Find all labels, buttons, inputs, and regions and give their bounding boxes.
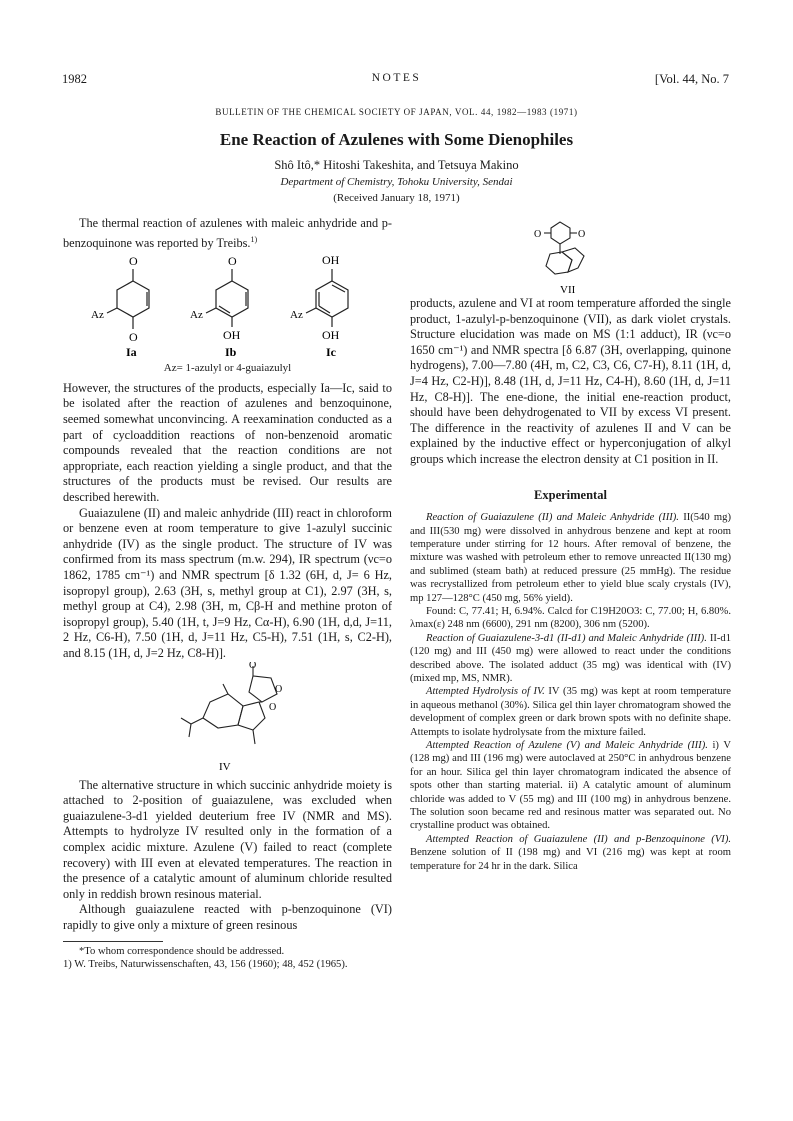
affiliation: Department of Chemistry, Tohoku University, Sendai: [280, 176, 513, 188]
structures-caption: Az= 1-azulyl or 4-guaiazulyl: [163, 362, 292, 375]
structure-ia: [107, 269, 149, 329]
iv-o-side: O: [269, 701, 277, 713]
structure-ic: [306, 269, 348, 327]
ic-az: Az: [290, 309, 303, 322]
footnote-correspondence: *To whom correspondence should be addressed.: [79, 945, 285, 957]
ic-oh-top: OH: [322, 253, 340, 268]
exp-5-title: Attempted Reaction of Guaiazulene (II) and p-Benzoquinone (VI).: [426, 833, 731, 845]
exp-4-title: Attempted Reaction of Azulene (V) and Maleic Anhydride (III).: [426, 740, 708, 752]
label-vii: VII: [560, 284, 576, 296]
vii-o-right: O: [578, 229, 586, 240]
intro-text: The thermal reaction of azulenes with maleic anhydride and p-benzoquinone was reported by Treibs.: [63, 216, 392, 250]
paragraph-alternative: The alternative structure in which succinic anhydride moiety is attached to 2-position of guaiazulene, was excluded when guaiazulene-3-d1 yielded deuterium free IV (NMR and MS). Attempts to hydrolyze IV resulted only in the formation of a complex acidic mixture. Azulene (V) failed to react (complete recovery) with III even at elevated temperatures. The reaction in the presence of a catalytic amount of aluminum chloride resulted only in reddish brown resinous material.: [63, 777, 392, 901]
authors: Shô Itô,* Hitoshi Takeshita, and Tetsuya Makino: [274, 158, 519, 172]
footnote-rule: [63, 941, 163, 942]
label-ic: Ic: [326, 345, 336, 360]
ia-o-top: O: [129, 254, 138, 269]
label-ia: Ia: [126, 345, 137, 360]
paragraph-benzoquinone: Although guaiazulene reacted with p-benzoquinone (VI) rapidly to give only a mixture of green resinous: [63, 902, 392, 932]
structure-ib: [206, 269, 248, 327]
exp-2: [410, 632, 731, 686]
exp-4-body: i) V (128 mg) and III (196 mg) were autoclaved at 250°C in anhydrous benzene for an hour. Silica gel thin layer chromatogram indicated the absence of spots other than starting material. ii) A catalytic amount of aluminum chloride was added to V (55 mg) and III (100 mg) in anhydrous benzene. The solution soon became red and resinous matter was separated out. No crystalline product was obtained.: [410, 740, 731, 832]
section-title: NOTES: [371, 72, 422, 84]
exp-3-body: IV (35 mg) was kept at room temperature in aqueous methanol (30%). Silica gel thin layer chromatogram showed the development of complex green or dark brown spots with no definite shape. Attempts to isolate hydrolysate from the mixture failed.: [410, 686, 731, 738]
label-iv: IV: [219, 760, 231, 773]
ic-oh-bottom: OH: [322, 328, 340, 343]
journal-line: BULLETIN OF THE CHEMICAL SOCIETY OF JAPAN, VOL. 44, 1982—1983 (1971): [215, 107, 578, 117]
footnote-reference: 1) W. Treibs, Naturwissenschaften, 43, 156 (1960); 48, 452 (1965).: [63, 958, 348, 970]
page-number: 1982: [62, 72, 87, 86]
ib-az: Az: [190, 309, 203, 322]
structure-iv-bonds: [181, 666, 277, 744]
volume-label: [Vol. 44, No. 7: [654, 72, 729, 86]
exp-2-title: Reaction of Guaiazulene-3-d1 (II-d1) and Maleic Anhydride (III).: [426, 632, 707, 644]
structure-vii: [410, 216, 731, 296]
ia-o-bottom: O: [129, 330, 138, 345]
received-date: (Received January 18, 1971): [333, 192, 460, 204]
exp-1-found: Found: C, 77.41; H, 6.94%. Calcd for C19H20O3: C, 77.00; H, 6.80%. λmax(ε) 248 nm (6600), 291 nm (8200), 306 nm (5200).: [410, 605, 731, 631]
ib-o-top: O: [228, 254, 237, 269]
iv-o-ring: O: [275, 683, 283, 695]
intro-paragraph: [63, 216, 392, 251]
exp-1: [410, 511, 731, 605]
left-column: [63, 216, 392, 971]
intro-ref: 1): [250, 234, 258, 244]
ia-az: Az: [91, 309, 104, 322]
exp-3-title: Attempted Hydrolysis of IV.: [426, 686, 545, 698]
right-column: [410, 216, 731, 873]
exp-4: [410, 739, 731, 833]
exp-1-title: Reaction of Guaiazulene (II) and Maleic Anhydride (III).: [426, 512, 679, 524]
iv-o-top: O: [249, 661, 257, 671]
experimental-heading: Experimental: [534, 487, 607, 502]
ib-oh-bottom: OH: [223, 328, 241, 343]
exp-2-body: II-d1 (120 mg) and III (450 mg) were allowed to react under the conditions described above. The isolated adduct (35 mg) was identical with (IV) (mixed mp, MS, NMR).: [410, 632, 732, 684]
exp-5: [410, 833, 731, 873]
label-ib: Ib: [225, 345, 237, 360]
structure-iv: [63, 662, 392, 778]
vii-o-left: O: [534, 229, 542, 240]
article-title: Ene Reaction of Azulenes with Some Dienophiles: [219, 130, 574, 149]
structures-ia-ib-ic: [63, 251, 392, 361]
exp-1-body: II(540 mg) and III(530 mg) were dissolved in anhydrous benzene and kept at room temperature under stirring for 12 hours. After removal of benzene, the mixture was washed with petroleum ether to remove unreacted II(130 mg) and sublimed (steam bath) at reduced pressure (25 mmHg). The residue was recrystallized from petroleum ether to yield blue scaly crystals (IV), mp 127—128°C (450 mg, 56% yield).: [410, 512, 731, 604]
exp-5-body: Benzene solution of II (198 mg) and VI (216 mg) was kept at room temperature for 24 hr in the dark. Silica: [410, 847, 731, 872]
exp-3: [410, 685, 731, 739]
paragraph-revision: However, the structures of the products, especially Ia—Ic, said to be isolated after the reaction of azulenes and benzoquinone, seemed somewhat unconvincing. A reexamination conducted as a part of cycloaddition reactions of non-benzenoid aromatic compounds revealed that the reaction conditions are not appropriate, each reaction yielding a single product, and that the structures of the products must be revised. Our results are described herewith.: [63, 380, 392, 505]
paragraph-products: products, azulene and VI at room temperature afforded the single product, 1-azulyl-p-benzoquinone (VII), as dark violet crystals. Structure elucidation was made on MS (1:1 adduct), IR (νc=o 1650 cm⁻¹) and NMR spectra [δ 6.87 (3H, overlapping, quinone hydrogens), 7.00—7.80 (4H, m, C2, C3, C6, C7-H), 8.11 (1H, d, J=4 Hz, C2-H)], 8.48 (1H, d, J=11 Hz, C4-H), 8.60 (1H, d, J=11 Hz, C8-H)]. The ene-dione, the initial ene-reaction product, should have been dehydrogenated to VII by excess VI present. The difference in the reactivity of azulenes II and V can be explained by the inductive effect or hyperconjugation of alkyl groups which increase the electron density at C1 position in II.: [410, 296, 731, 466]
paragraph-guaiazulene: Guaiazulene (II) and maleic anhydride (III) react in chloroform or benzene even at room temperature to give 1-azulyl succinic anhydride (IV) as the single product. The structure of IV was confirmed from its mass spectrum (m.w. 294), IR spectrum (νc=o 1862, 1785 cm⁻¹) and NMR spectrum [δ 1.32 (6H, d, J= 6 Hz, isopropyl group), 2.63 (3H, s, methyl group at C1), 2.97 (3H, s, methyl group at C4), 2.98 (3H, m, Cβ-H and methine proton of isopropyl group), 5.40 (1H, t, J=9 Hz, Cα-H), 6.90 (1H, d,d, J=11, 2 Hz, C6-H), 7.50 (1H, d, J=11 Hz, C5-H), 7.51 (1H, s, C2-H), and 8.15 (1H, d, J=2 Hz, C8-H)].: [63, 505, 392, 660]
